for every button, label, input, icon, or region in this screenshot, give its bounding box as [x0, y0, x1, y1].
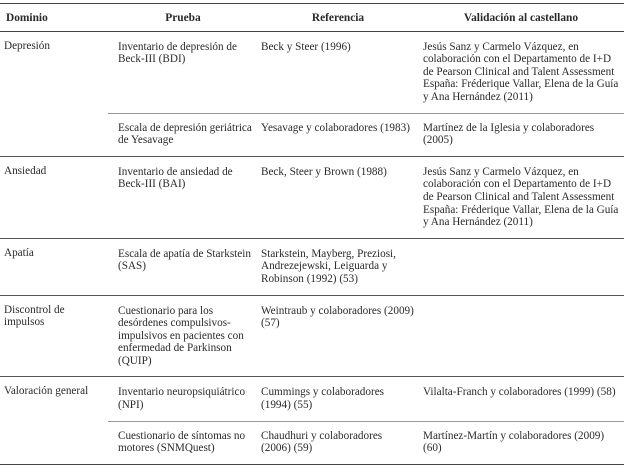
- table-row: [0, 113, 624, 156]
- table-row: [0, 421, 624, 464]
- cell-prueba: Cuestionario para los desórdenes compulsivos-impulsivos en pacientes con enfermedad de Parkinson (QUIP): [108, 295, 258, 377]
- cell-dominio: Depresión: [4, 39, 50, 52]
- cell-validacion: [418, 295, 624, 377]
- header-prueba: Prueba: [108, 4, 258, 32]
- cell-referencia: Weintraub y colaboradores (2009) (57): [258, 295, 418, 377]
- cell-referencia: Chaudhuri y colaboradores (2006) (59): [258, 421, 418, 464]
- header-validacion: Validación al castellano: [418, 4, 624, 32]
- cell-validacion: Jesús Sanz y Carmelo Vázquez, en colaboración con el Departamento de I+D de Pearson Clinical and Talent Assessment España: Fréderique Vallar, Elena de la Guía y Ana Hernández (2011): [418, 156, 624, 238]
- table-row: [0, 156, 624, 238]
- cell-validacion: Jesús Sanz y Carmelo Vázquez, en colaboración con el Departamento de I+D de Pearson Clinical and Talent Assessment España: Fréderique Vallar, Elena de la Guía y Ana Hernández (2011): [423, 40, 619, 103]
- cell-prueba: Cuestionario de síntomas no motores (SNMQuest): [108, 421, 258, 464]
- table-row: [0, 31, 624, 113]
- cell-prueba: Inventario neuropsiquiátrico (NPI): [118, 386, 246, 412]
- cell-prueba: Inventario de ansiedad de Beck-III (BAI): [108, 156, 258, 238]
- cell-dominio: Apatía: [0, 238, 108, 295]
- cell-referencia: Yesavage y colaboradores (1983): [258, 113, 418, 156]
- cell-validacion: [418, 238, 624, 295]
- cell-referencia: Cummings y colaboradores (1994) (55): [261, 386, 385, 412]
- cell-prueba: Escala de depresión geriátrica de Yesavage: [108, 113, 258, 156]
- cell-dominio: Discontrol de impulsos: [0, 295, 108, 377]
- header-row: [0, 4, 624, 32]
- cell-validacion: Martínez de la Iglesia y colaboradores (2005): [418, 113, 624, 156]
- validation-table: [0, 3, 624, 465]
- cell-prueba: Inventario de depresión de Beck-III (BDI): [118, 40, 237, 66]
- cell-referencia: Beck, Steer y Brown (1988): [258, 156, 418, 238]
- header-referencia: Referencia: [258, 4, 418, 32]
- cell-prueba: Escala de apatía de Starkstein (SAS): [108, 238, 258, 295]
- cell-referencia: Beck y Steer (1996): [261, 40, 351, 53]
- cell-dominio: Ansiedad: [0, 156, 108, 238]
- cell-dominio: [0, 421, 108, 464]
- cell-referencia: Starkstein, Mayberg, Preziosi, Andrezejewski, Leiguarda y Robinson (1992) (53): [258, 238, 418, 295]
- table-row: [0, 377, 624, 421]
- table-row: [0, 238, 624, 295]
- cell-validacion: Vilalta-Franch y colaboradores (1999) (58): [423, 386, 616, 399]
- table-row: [0, 295, 624, 377]
- cell-dominio: Valoración general: [4, 385, 89, 398]
- cell-validacion: Martínez-Martín y colaboradores (2009) (60): [418, 421, 624, 464]
- header-dominio: Dominio: [0, 4, 108, 32]
- cell-dominio: [0, 113, 108, 156]
